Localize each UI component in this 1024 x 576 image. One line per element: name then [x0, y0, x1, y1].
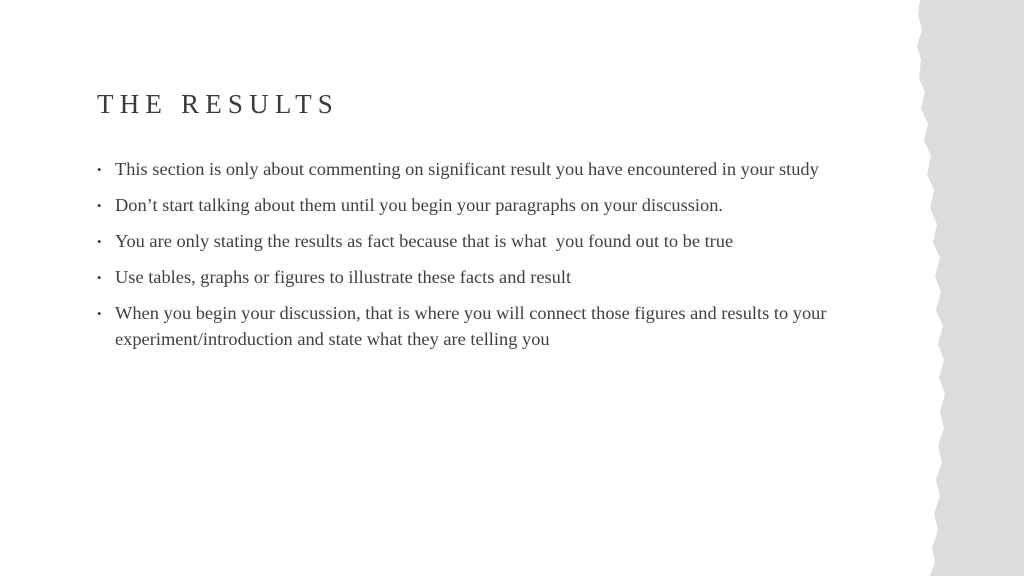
bullet-item	[97, 301, 887, 352]
bullet-text: This section is only about commenting on significant result you have encountered in your study	[115, 159, 819, 179]
slide-title: THE RESULTS	[97, 89, 339, 119]
bullet-text: Use tables, graphs or figures to illustrate these facts and result	[115, 267, 572, 287]
torn-paper-shape	[917, 0, 1024, 576]
bullet-dot-icon: •	[97, 306, 102, 321]
bullet-dot-icon: •	[97, 198, 102, 213]
bullet-text: You are only stating the results as fact because that is what you found out to be true	[115, 231, 734, 251]
bullet-dot-icon: •	[97, 270, 102, 285]
bullet-item	[97, 265, 887, 291]
bullet-item	[97, 193, 887, 219]
bullet-text: When you begin your discussion, that is where you will connect those figures and results to your experiment/introduction and state what they are telling you	[115, 303, 832, 349]
bullet-dot-icon: •	[97, 234, 102, 249]
bullet-list	[97, 157, 887, 363]
bullet-item	[97, 157, 887, 183]
bullet-item	[97, 229, 887, 255]
bullet-text: Don’t start talking about them until you begin your paragraphs on your discussion.	[115, 195, 723, 215]
bullet-dot-icon: •	[97, 162, 102, 177]
